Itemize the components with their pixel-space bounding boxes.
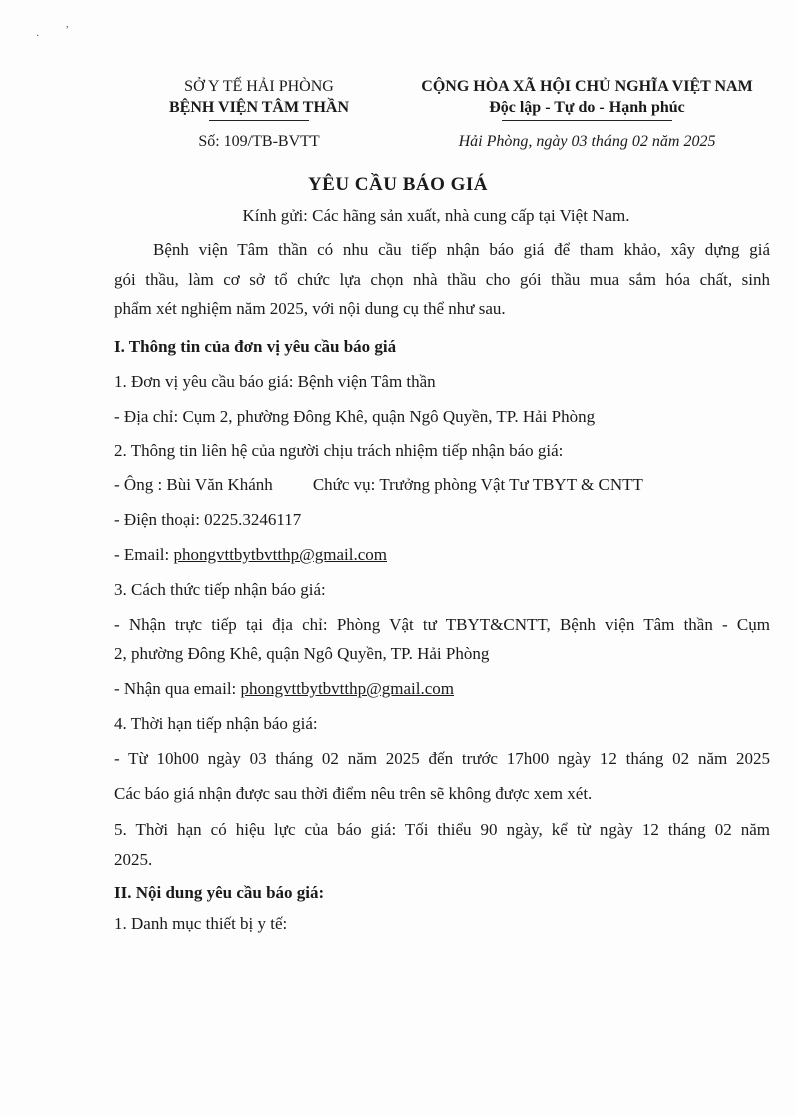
section1-item2: 2. Thông tin liên hệ của người chịu trách nhiệm tiếp nhận báo giá:: [114, 441, 564, 460]
validity-line-2: 2025.: [114, 850, 153, 869]
contact-position: Chức vụ: Trưởng phòng Vật Tư TBYT & CNTT: [312, 475, 643, 494]
issuer-hospital: BỆNH VIỆN TÂM THẦN: [168, 99, 350, 116]
issuer-block: [118, 76, 400, 121]
intro-line-1: Bệnh viện Tâm thần có nhu cầu tiếp nhận báo giá để tham khảo, xây dựng giá: [153, 240, 770, 259]
issuer-underline: [209, 120, 309, 121]
section2-heading: II. Nội dung yêu cầu báo giá:: [114, 883, 325, 902]
section1-item1: 1. Đơn vị yêu cầu báo giá: Bệnh viện Tâm thần: [114, 372, 436, 391]
email-label: - Email:: [114, 545, 174, 564]
email-delivery-line: [114, 678, 454, 700]
intro-line-2: gói thầu, làm cơ sở tổ chức lựa chọn nhà thầu cho gói thầu mua sắm hóa chất, sinh: [114, 270, 770, 289]
direct-delivery-line-1: - Nhận trực tiếp tại địa chỉ: Phòng Vật tư TBYT&CNTT, Bệnh viện Tâm thần - Cụm: [114, 615, 770, 634]
section1-item3: 3. Cách thức tiếp nhận báo giá:: [114, 580, 326, 599]
issuer-department: SỞ Y TẾ HẢI PHÒNG: [184, 78, 334, 95]
national-motto-block: [402, 76, 772, 121]
national-title: CỘNG HÒA XÃ HỘI CHỦ NGHĨA VIỆT NAM: [421, 78, 753, 95]
intro-line-3: phẩm xét nghiệm năm 2025, với nội dung cụ thể như sau.: [114, 299, 506, 318]
receiving-period: - Từ 10h00 ngày 03 tháng 02 năm 2025 đến trước 17h00 ngày 12 tháng 02 năm 2025: [114, 749, 770, 768]
section1-address: - Địa chỉ: Cụm 2, phường Đông Khê, quận Ngô Quyền, TP. Hải Phòng: [114, 407, 596, 426]
contact-person-line: [114, 474, 643, 496]
scan-speck: ·: [36, 31, 40, 42]
recipient-line: Kính gửi: Các hãng sản xuất, nhà cung cấp tại Việt Nam.: [242, 206, 630, 225]
validity-line-1: 5. Thời hạn có hiệu lực của báo giá: Tối thiểu 90 ngày, kể từ ngày 12 tháng 02 năm: [114, 820, 770, 839]
via-email-link[interactable]: phongvttbytbvtthp@gmail.com: [240, 679, 455, 698]
document-title: YÊU CẦU BÁO GIÁ: [307, 174, 489, 195]
late-submission-note: Các báo giá nhận được sau thời điểm nêu trên sẽ không được xem xét.: [114, 784, 593, 803]
section2-item1: 1. Danh mục thiết bị y tế:: [114, 914, 288, 933]
doc-number: Số: 109/TB-BVTT: [198, 133, 320, 150]
national-motto: Độc lập - Tự do - Hạnh phúc: [489, 99, 685, 116]
scan-speck: ,: [66, 19, 69, 30]
via-email-label: - Nhận qua email:: [114, 679, 241, 698]
motto-underline: [502, 120, 672, 121]
contact-email-line: [114, 544, 387, 566]
contact-email-link[interactable]: phongvttbytbvtthp@gmail.com: [173, 545, 387, 564]
contact-phone: - Điện thoại: 0225.3246117: [114, 510, 302, 529]
contact-person: - Ông : Bùi Văn Khánh: [114, 475, 273, 494]
section1-heading: I. Thông tin của đơn vị yêu cầu báo giá: [114, 337, 397, 356]
place-date: Hải Phòng, ngày 03 tháng 02 năm 2025: [458, 133, 716, 150]
section1-item4: 4. Thời hạn tiếp nhận báo giá:: [114, 714, 318, 733]
direct-delivery-line-2: 2, phường Đông Khê, quận Ngô Quyền, TP. Hải Phòng: [114, 644, 490, 663]
